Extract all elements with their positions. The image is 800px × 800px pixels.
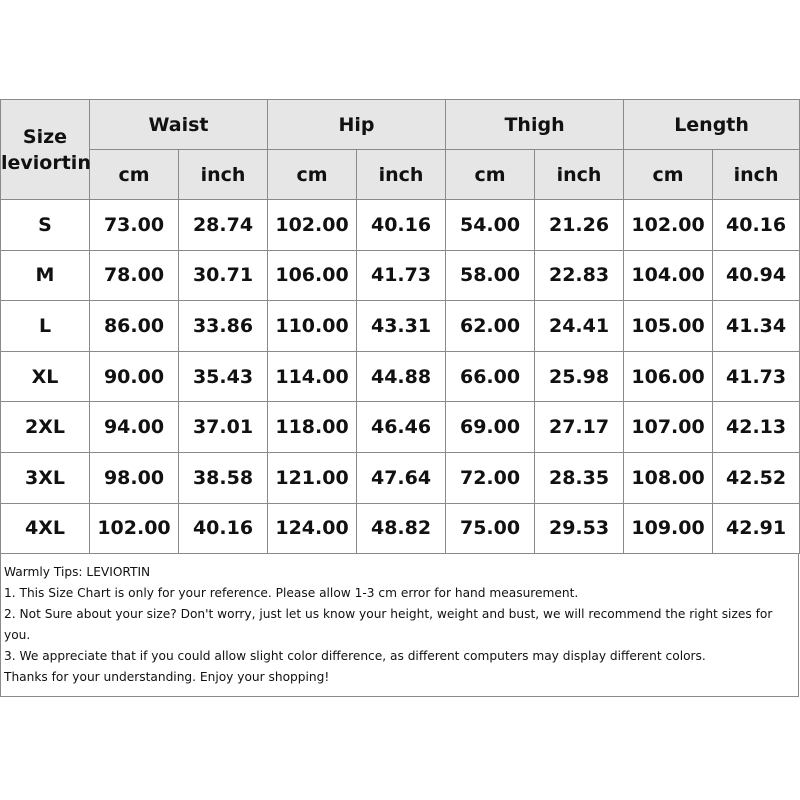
group-header-thigh: Thigh (446, 100, 624, 150)
table-row (1, 200, 800, 251)
table-row (1, 250, 800, 301)
value-cell: 41.73 (357, 250, 446, 301)
header-row-units (1, 150, 800, 200)
value-cell: 42.13 (713, 402, 800, 453)
value-cell: 124.00 (268, 503, 357, 554)
table-row (1, 402, 800, 453)
unit-header: cm (624, 150, 713, 200)
value-cell: 62.00 (446, 301, 535, 352)
size-column-header (1, 100, 90, 200)
value-cell: 22.83 (535, 250, 624, 301)
value-cell: 86.00 (90, 301, 179, 352)
table-row (1, 301, 800, 352)
unit-header: inch (535, 150, 624, 200)
value-cell: 69.00 (446, 402, 535, 453)
header-row-groups (1, 100, 800, 150)
size-cell: L (1, 301, 90, 352)
size-chart (0, 99, 799, 697)
size-cell: 4XL (1, 503, 90, 554)
value-cell: 38.58 (179, 452, 268, 503)
value-cell: 114.00 (268, 351, 357, 402)
value-cell: 25.98 (535, 351, 624, 402)
value-cell: 121.00 (268, 452, 357, 503)
value-cell: 105.00 (624, 301, 713, 352)
value-cell: 21.26 (535, 200, 624, 251)
value-cell: 102.00 (624, 200, 713, 251)
value-cell: 106.00 (268, 250, 357, 301)
value-cell: 110.00 (268, 301, 357, 352)
value-cell: 104.00 (624, 250, 713, 301)
group-header-hip: Hip (268, 100, 446, 150)
value-cell: 33.86 (179, 301, 268, 352)
value-cell: 35.43 (179, 351, 268, 402)
size-header-line2: leviortin (1, 151, 91, 174)
value-cell: 106.00 (624, 351, 713, 402)
value-cell: 102.00 (90, 503, 179, 554)
unit-header: inch (713, 150, 800, 200)
unit-header: inch (179, 150, 268, 200)
tip-line: 3. We appreciate that if you could allow slight color difference, as different computers may display different colors. (4, 649, 706, 664)
value-cell: 73.00 (90, 200, 179, 251)
size-cell: M (1, 250, 90, 301)
value-cell: 94.00 (90, 402, 179, 453)
value-cell: 46.46 (357, 402, 446, 453)
size-cell: XL (1, 351, 90, 402)
unit-header: cm (446, 150, 535, 200)
value-cell: 28.74 (179, 200, 268, 251)
value-cell: 72.00 (446, 452, 535, 503)
unit-header: cm (268, 150, 357, 200)
tip-line: Thanks for your understanding. Enjoy your shopping! (4, 670, 330, 685)
unit-header: inch (357, 150, 446, 200)
value-cell: 75.00 (446, 503, 535, 554)
value-cell: 30.71 (179, 250, 268, 301)
value-cell: 37.01 (179, 402, 268, 453)
value-cell: 102.00 (268, 200, 357, 251)
value-cell: 40.94 (713, 250, 800, 301)
value-cell: 109.00 (624, 503, 713, 554)
value-cell: 98.00 (90, 452, 179, 503)
value-cell: 29.53 (535, 503, 624, 554)
value-cell: 42.91 (713, 503, 800, 554)
value-cell: 54.00 (446, 200, 535, 251)
table-row (1, 351, 800, 402)
value-cell: 42.52 (713, 452, 800, 503)
value-cell: 40.16 (357, 200, 446, 251)
size-cell: 2XL (1, 402, 90, 453)
value-cell: 90.00 (90, 351, 179, 402)
value-cell: 41.34 (713, 301, 800, 352)
tips-heading: Warmly Tips: LEVIORTIN (4, 565, 151, 580)
value-cell: 40.16 (713, 200, 800, 251)
size-header-line1: Size (22, 125, 68, 148)
size-cell: S (1, 200, 90, 251)
value-cell: 78.00 (90, 250, 179, 301)
value-cell: 118.00 (268, 402, 357, 453)
value-cell: 43.31 (357, 301, 446, 352)
value-cell: 27.17 (535, 402, 624, 453)
value-cell: 24.41 (535, 301, 624, 352)
tips-box (0, 554, 799, 697)
table-row (1, 452, 800, 503)
group-header-length: Length (624, 100, 800, 150)
value-cell: 107.00 (624, 402, 713, 453)
value-cell: 58.00 (446, 250, 535, 301)
value-cell: 108.00 (624, 452, 713, 503)
tip-line: 1. This Size Chart is only for your reference. Please allow 1-3 cm error for hand measurement. (4, 586, 579, 601)
value-cell: 66.00 (446, 351, 535, 402)
size-cell: 3XL (1, 452, 90, 503)
value-cell: 48.82 (357, 503, 446, 554)
value-cell: 47.64 (357, 452, 446, 503)
value-cell: 41.73 (713, 351, 800, 402)
value-cell: 44.88 (357, 351, 446, 402)
size-table (0, 99, 800, 554)
tip-line: 2. Not Sure about your size? Don't worry, just let us know your height, weight and bust, we will recommend the right sizes for you. (4, 607, 773, 643)
value-cell: 40.16 (179, 503, 268, 554)
table-row (1, 503, 800, 554)
unit-header: cm (90, 150, 179, 200)
group-header-waist: Waist (90, 100, 268, 150)
value-cell: 28.35 (535, 452, 624, 503)
